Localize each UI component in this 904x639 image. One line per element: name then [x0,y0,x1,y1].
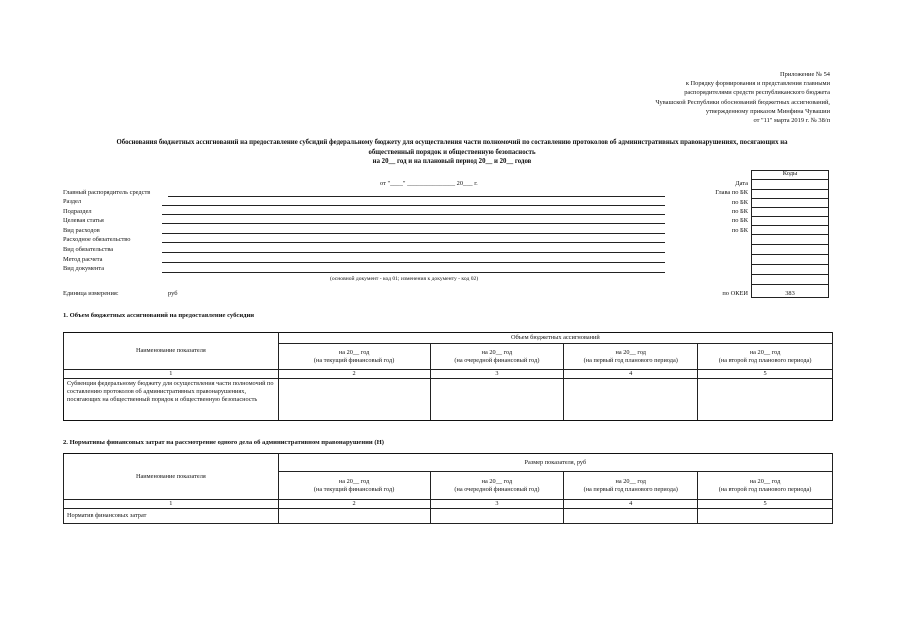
s2-col-2-year: на 20__ год [338,477,370,485]
s1-col-5-header [698,344,833,370]
s2-col-4-header [564,472,698,500]
s1-num-2: 2 [278,370,430,379]
s1-name-header: Наименование показателя [64,333,279,370]
s2-num-5: 5 [698,500,833,509]
s2-row-name: Норматив финансовых затрат [64,509,279,524]
s1-col-2-year: на 20__ год [338,348,370,356]
s2-col-4-year: на 20__ год [615,477,646,485]
date-line: от "____" _______________ 20___ г. [380,180,478,187]
s2-value-col-2[interactable] [278,509,430,524]
s2-col-3-year: на 20__ год [481,477,513,485]
field-label-target-article: Целевая статья [63,217,104,224]
field-label-doc-type: Вид документа [63,265,105,272]
s1-col-5-year: на 20__ год [749,348,781,356]
s2-col-5-desc: (на второй год планового периода) [718,485,812,493]
s1-value-col-5[interactable] [698,379,833,421]
field-input-section[interactable] [162,205,665,206]
s1-value-col-3[interactable] [430,379,564,421]
okei-code: 383 [785,290,795,297]
appendix-line: распорядителями средств республиканского бюджета [684,89,830,97]
field-input-main-manager[interactable] [168,196,665,197]
s1-col-2-header [278,344,430,370]
field-input-subsection[interactable] [162,214,665,215]
title-line-2: общественный порядок и общественную безопасность [368,148,536,156]
s1-col-4-year: на 20__ год [615,348,646,356]
field-label-expense-obligation: Расходное обязательство [63,236,131,243]
field-input-doc-type[interactable] [162,272,665,273]
s2-col-5-year: на 20__ год [749,477,781,485]
codes-header: Коды [782,170,798,177]
appendix-line: утвержденному приказом Минфина Чувашии [705,107,830,115]
s2-group-header: Размер показателя, руб [278,454,832,472]
s2-col-2-header [278,472,430,500]
doc-type-note: (основной документ - код 01; изменения к документу - код 02) [330,276,479,282]
appendix-line: от "11" марта 2019 г. № 38/п [753,117,830,125]
s1-value-col-4[interactable] [564,379,698,421]
field-label-section: Раздел [63,198,82,205]
okei-label: по ОКЕИ [722,290,748,297]
s1-num-3: 3 [430,370,564,379]
s1-num-4: 4 [564,370,698,379]
s1-col-2-desc: (на текущий финансовый год) [313,356,395,364]
s1-col-4-header [564,344,698,370]
s1-group-header: Объем бюджетных ассигнований [278,333,832,344]
field-label-subsection: Подраздел [63,208,92,215]
code-label-bk-1: по БК [731,199,748,206]
field-input-expense-obligation[interactable] [162,242,665,243]
appendix-line: к Порядку формирования и представления главными [685,80,830,88]
section-2-title: 2. Нормативы финансовых затрат на рассмотрение одного дела об административном правонарушении (Н) [63,439,384,446]
field-input-calc-method[interactable] [162,262,665,263]
code-label-bk-3: по БК [731,217,748,224]
field-label-main-manager: Главный распорядитель средств [63,189,151,196]
s1-value-col-2[interactable] [278,379,430,421]
field-input-expense-type[interactable] [162,233,665,234]
title-line-3: на 20__ год и на плановый период 20__ и 20__ годов [372,158,532,166]
s2-num-4: 4 [564,500,698,509]
code-label-chapter: Глава по БК [715,189,748,196]
s2-num-3: 3 [430,500,564,509]
s1-num-5: 5 [698,370,833,379]
field-label-expense-type: Вид расходов [63,227,100,234]
field-input-obligation-type[interactable] [162,252,665,253]
field-label-calc-method: Метод расчета [63,256,103,263]
appendix-reference [560,70,830,125]
s2-col-2-desc: (на текущий финансовый год) [313,485,395,493]
code-label-bk-2: по БК [731,208,748,215]
s2-value-col-3[interactable] [430,509,564,524]
s2-name-header: Наименование показателя [64,454,279,500]
s2-value-col-5[interactable] [698,509,833,524]
s2-num-2: 2 [278,500,430,509]
s1-col-3-desc: (на очередной финансовый год) [454,356,540,364]
appendix-line: Приложение № 54 [780,71,830,78]
field-input-target-article[interactable] [162,223,665,224]
section-1-title: 1. Объем бюджетных ассигнований на предоставление субсидии [63,312,255,319]
field-label-obligation-type: Вид обязательства [63,246,114,253]
s2-col-4-desc: (на первый год планового периода) [583,485,678,493]
s1-num-1: 1 [64,370,279,379]
s2-value-col-4[interactable] [564,509,698,524]
section-1-table [63,332,833,421]
codes-box [751,170,829,298]
code-label-bk-4: по БК [731,227,748,234]
s1-col-3-year: на 20__ год [481,348,513,356]
s2-num-1: 1 [64,500,279,509]
unit-value: руб [168,290,178,297]
s1-row-name: Субвенция федеральному бюджету для осуществления части полномочий по составлению протоколов об административных правонарушениях, посягающих на общественный порядок и общественную безопасность [64,379,279,421]
section-2-table [63,453,833,524]
s2-col-3-desc: (на очередной финансовый год) [454,485,540,493]
unit-label: Единица измерения: [63,290,119,297]
title-line-1: Обоснования бюджетных ассигнований на предоставление субсидий федеральному бюджету для осуществления части полномочий по составлению протоколов об административных правонарушениях, посягающих на [116,139,788,146]
code-label-date: Дата [735,180,748,187]
s2-col-5-header [698,472,833,500]
s1-col-5-desc: (на второй год планового периода) [718,356,812,364]
s1-col-3-header [430,344,564,370]
s2-col-3-header [430,472,564,500]
appendix-line: Чувашской Республики обоснований бюджетных ассигнований, [655,98,830,106]
document-title [60,138,844,167]
s1-col-4-desc: (на первый год планового периода) [583,356,678,364]
